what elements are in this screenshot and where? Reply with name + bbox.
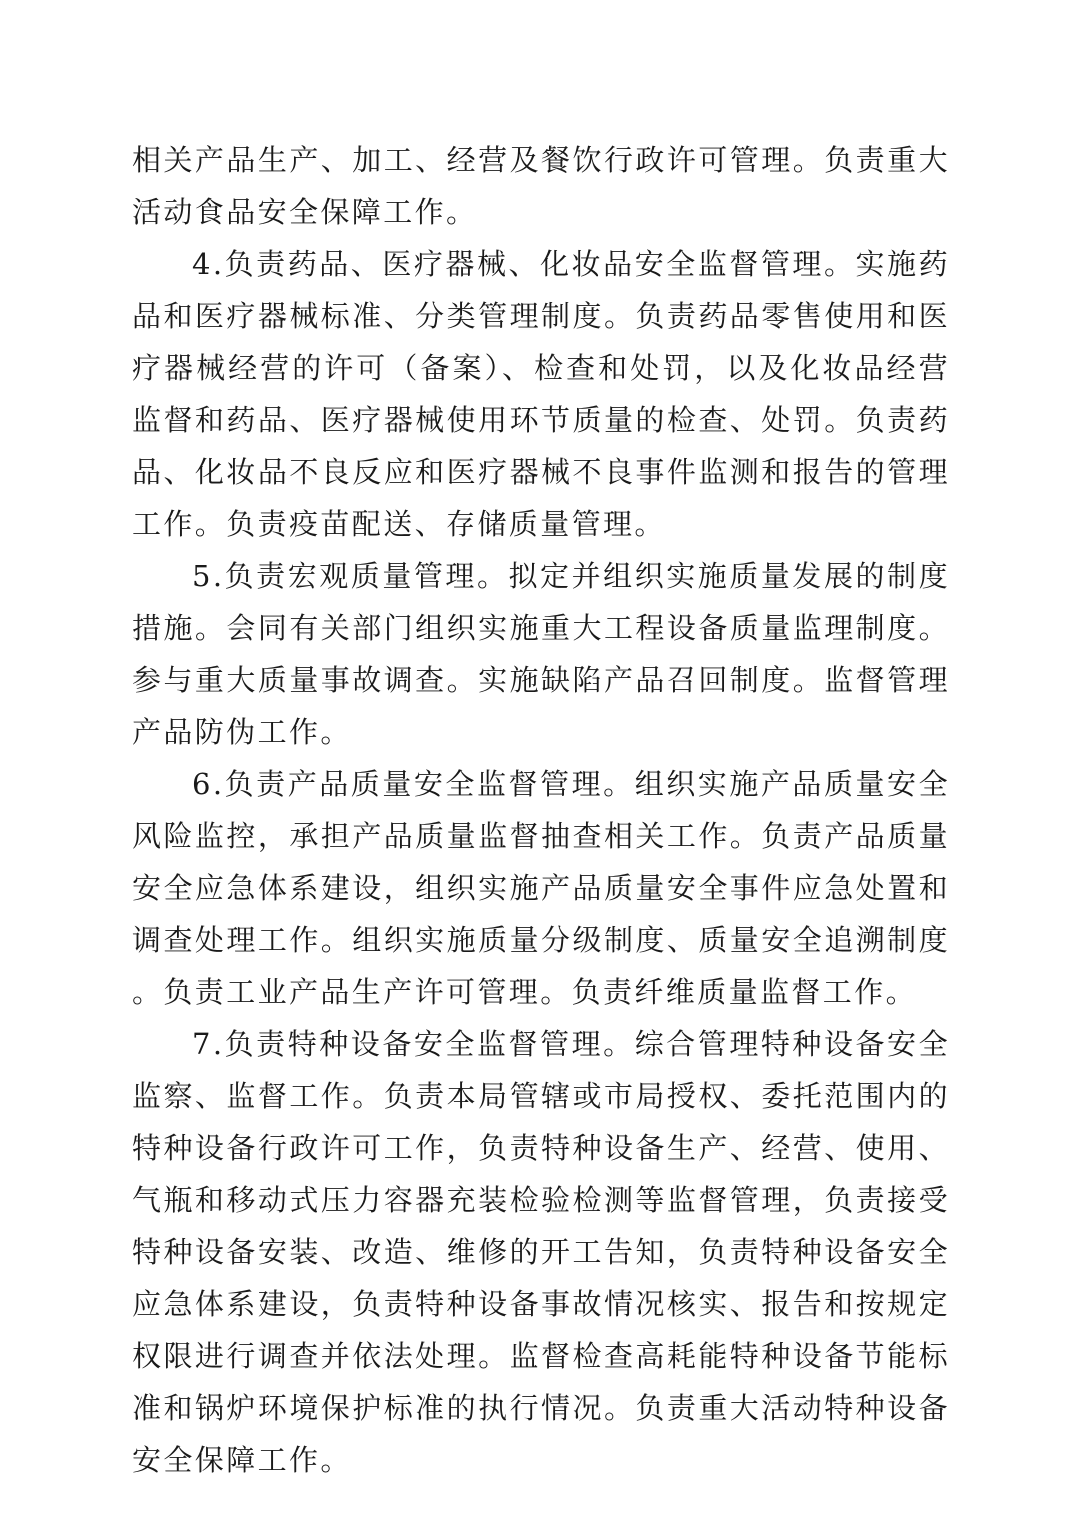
paragraph-item-6: 6.负责产品质量安全监督管理。组织实施产品质量安全风险监控，承担产品质量监督抽查相关工作。负责产品质量安全应急体系建设，组织实施产品质量安全事件应急处置和调查处理工作。组织实施质量分级制度、质量安全追溯制度。负责工业产品生产许可管理。负责纤维质量监督工作。 [132, 767, 950, 1009]
paragraph-item-5: 5.负责宏观质量管理。拟定并组织实施质量发展的制度措施。会同有关部门组织实施重大工程设备质量监理制度。参与重大质量事故调查。实施缺陷产品召回制度。监督管理产品防伪工作。 [132, 559, 950, 749]
paragraph-continuation: 相关产品生产、加工、经营及餐饮行政许可管理。负责重大活动食品安全保障工作。 [132, 143, 950, 229]
paragraph-item-7: 7.负责特种设备安全监督管理。综合管理特种设备安全监察、监督工作。负责本局管辖或市局授权、委托范围内的特种设备行政许可工作，负责特种设备生产、经营、使用、气瓶和移动式压力容器充装检验检测等监督管理，负责接受特种设备安装、改造、维修的开工告知，负责特种设备安全应急体系建设，负责特种设备事故情况核实、报告和按规定权限进行调查并依法处理。监督检查高耗能特种设备节能标准和锅炉环境保护标准的执行情况。负责重大活动特种设备安全保障工作。 [132, 1027, 950, 1477]
paragraph-item-4: 4.负责药品、医疗器械、化妆品安全监督管理。实施药品和医疗器械标准、分类管理制度。负责药品零售使用和医疗器械经营的许可（备案）、检查和处罚，以及化妆品经营监督和药品、医疗器械使用环节质量的检查、处罚。负责药品、化妆品不良反应和医疗器械不良事件监测和报告的管理工作。负责疫苗配送、存储质量管理。 [132, 247, 950, 541]
